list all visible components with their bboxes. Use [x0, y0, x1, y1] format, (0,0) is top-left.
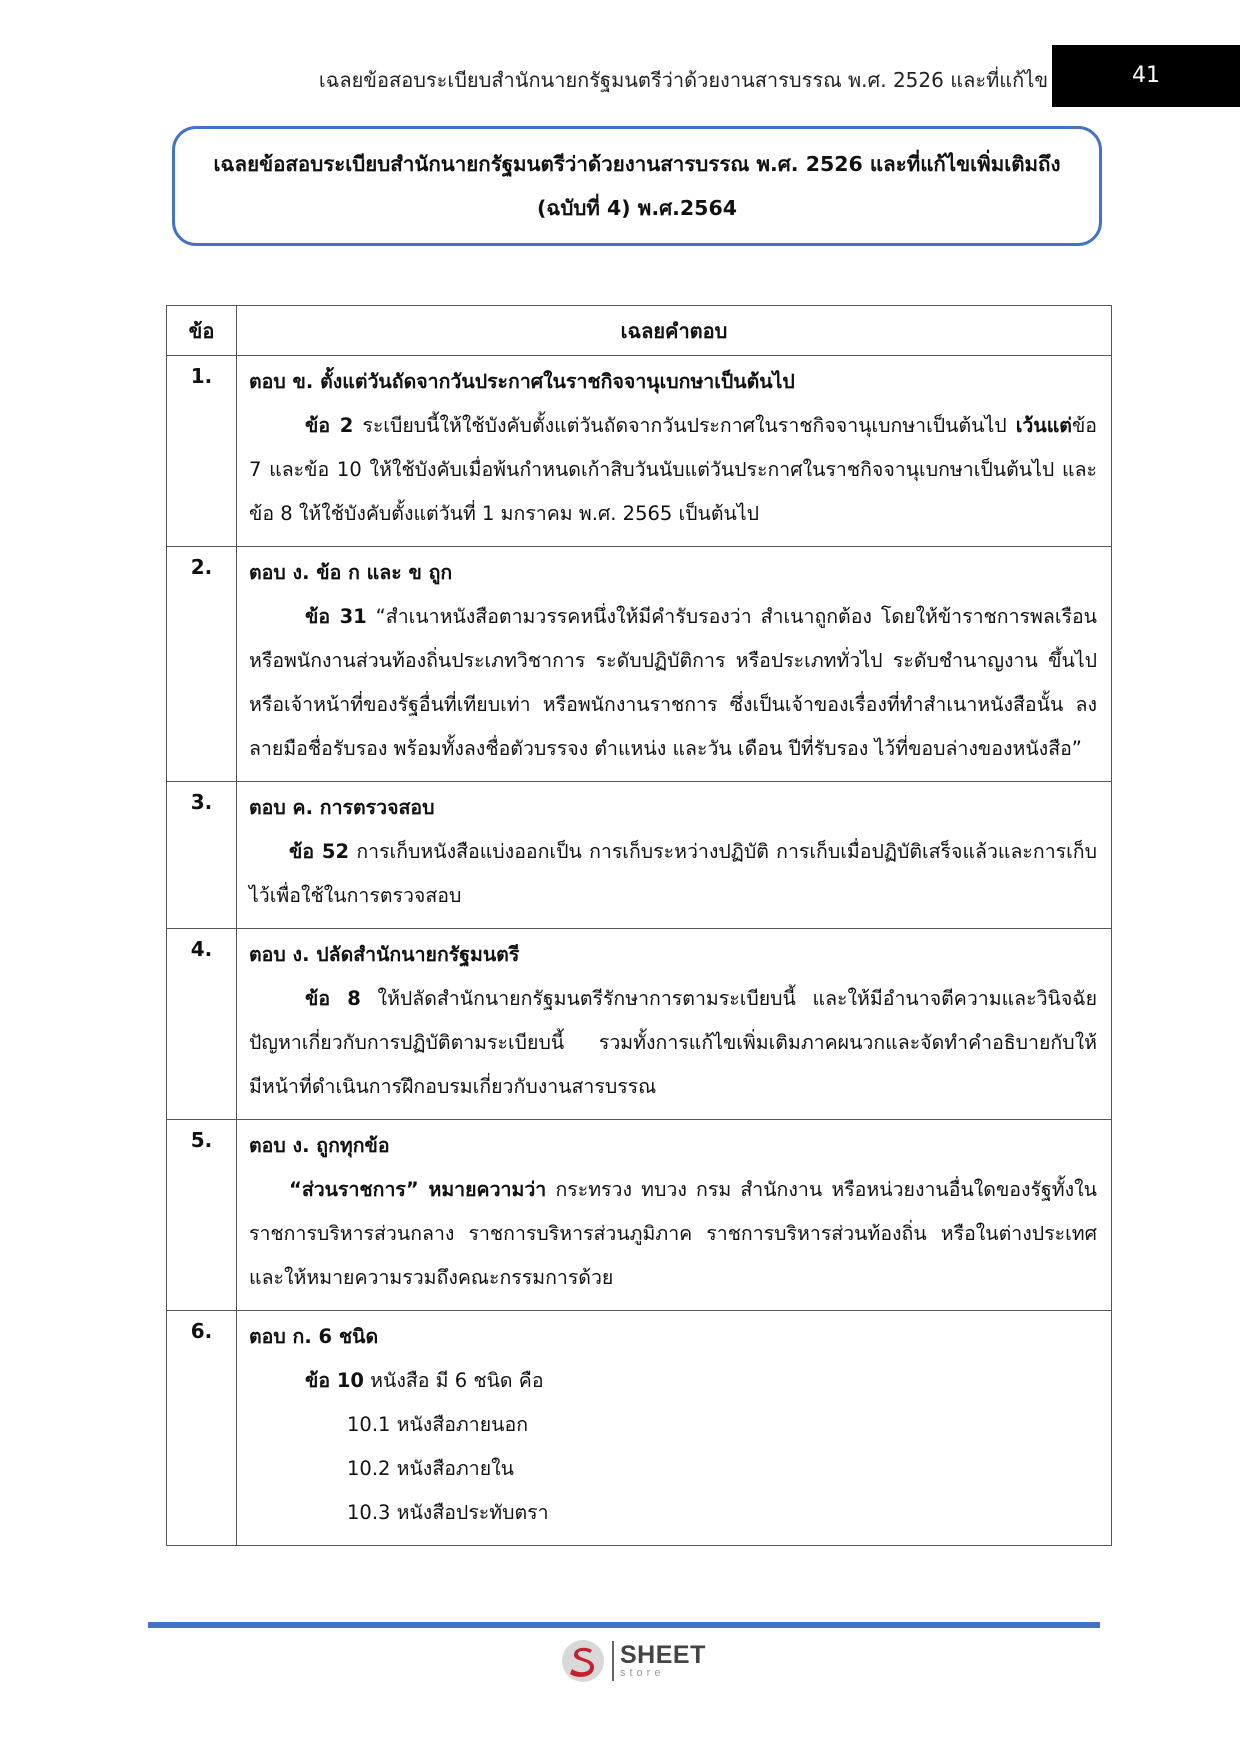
explanation-text: กระทรวง ทบวง กรม สำนักงาน หรือหน่วยงานอื่นใดของรัฐทั้งในราชการบริหารส่วนกลาง ราชการบริหารส่วนภูมิภาค ราชการบริหารส่วนท้องถิ่น หรือในต่างประเทศและให้หมายความรวมถึงคณะกรรมการด้วย [249, 1178, 1097, 1289]
logo-text [620, 1643, 706, 1679]
table-row [167, 547, 1112, 782]
explanation [249, 830, 1097, 918]
header-answer: เฉลยคำตอบ [237, 306, 1112, 356]
sub-item: 10.1 หนังสือภายนอก [347, 1413, 529, 1436]
logo-subtext: store [620, 1667, 665, 1679]
clause-ref: ข้อ 2 [305, 414, 354, 437]
explanation [249, 977, 1097, 1109]
explanation-text: ให้ปลัดสำนักนายกรัฐมนตรีรักษาการตามระเบียบนี้ และให้มีอำนาจตีความและวินิจฉัยปัญหาเกี่ยวกับการปฏิบัติตามระเบียบนี้ รวมทั้งการแก้ไขเพิ่มเติมภาคผนวกและจัดทำคำอธิบายกับให้มีหน้าที่ดำเนินการฝึกอบรมเกี่ยวกับงานสารบรรณ [249, 987, 1097, 1098]
explanation-text: ระเบียบนี้ให้ใช้บังคับตั้งแต่วันถัดจากวันประกาศในราชกิจจานุเบกษาเป็นต้นไป [353, 414, 1016, 437]
row-number: 3. [167, 782, 237, 929]
logo-separator [612, 1641, 614, 1681]
explanation-text: หนังสือ มี 6 ชนิด คือ [363, 1369, 544, 1392]
running-header-title: เฉลยข้อสอบระเบียบสำนักนายกรัฐมนตรีว่าด้วยงานสารบรรณ พ.ศ. 2526 และที่แก้ไข [318, 68, 1048, 92]
sub-item: 10.3 หนังสือประทับตรา [347, 1501, 549, 1524]
answer-cell [237, 1311, 1112, 1546]
footer-rule [148, 1622, 1100, 1628]
answer-line: ตอบ ข. ตั้งแต่วันถัดจากวันประกาศในราชกิจจานุเบกษาเป็นต้นไป [249, 370, 795, 393]
answer-cell [237, 356, 1112, 547]
row-number: 4. [167, 929, 237, 1120]
table-row [167, 782, 1112, 929]
answer-line: ตอบ ค. การตรวจสอบ [249, 796, 435, 819]
answer-cell [237, 782, 1112, 929]
logo-word: SHEET [620, 1641, 706, 1669]
row-number: 6. [167, 1311, 237, 1546]
title-box [172, 126, 1102, 246]
row-number: 1. [167, 356, 237, 547]
clause-ref: ข้อ 10 [305, 1369, 364, 1392]
explanation [249, 404, 1097, 536]
table-row [167, 1311, 1112, 1546]
explanation [249, 1168, 1097, 1300]
clause-ref: ข้อ 31 [305, 605, 367, 628]
table-row [167, 929, 1112, 1120]
answer-line: ตอบ ง. ถูกทุกข้อ [249, 1134, 390, 1157]
table-header-row [167, 306, 1112, 356]
answer-line: ตอบ ก. 6 ชนิด [249, 1325, 379, 1348]
answer-line: ตอบ ง. ข้อ ก และ ข ถูก [249, 561, 453, 584]
row-number: 2. [167, 547, 237, 782]
answer-table [166, 305, 1112, 1546]
title-line-2: (ฉบับที่ 4) พ.ศ.2564 [537, 196, 737, 220]
answer-line: ตอบ ง. ปลัดสำนักนายกรัฐมนตรี [249, 943, 520, 966]
emphasis-text: เว้นแต่ [1015, 414, 1072, 437]
answer-cell [237, 1120, 1112, 1311]
explanation-text: การเก็บหนังสือแบ่งออกเป็น การเก็บระหว่างปฏิบัติ การเก็บเมื่อปฏิบัติเสร็จแล้วและการเก็บไว้เพื่อใช้ในการตรวจสอบ [249, 840, 1097, 907]
title-line-1: เฉลยข้อสอบระเบียบสำนักนายกรัฐมนตรีว่าด้วยงานสารบรรณ พ.ศ. 2526 และที่แก้ไขเพิ่มเติมถึง [213, 152, 1061, 176]
table-row [167, 1120, 1112, 1311]
explanation-text: “สำเนาหนังสือตามวรรคหนึ่งให้มีคำรับรองว่า สำเนาถูกต้อง โดยให้ข้าราชการพลเรือนหรือพนักงานส่วนท้องถิ่นประเภทวิชาการ ระดับปฏิบัติการ หรือประเภททั่วไป ระดับชำนาญงาน ขึ้นไปหรือเจ้าหน้าที่ของรัฐอื่นที่เทียบเท่า หรือพนักงานราชการ ซึ่งเป็นเจ้าของเรื่องที่ทำสำเนาหนังสือนั้น ลงลายมือชื่อรับรอง พร้อมทั้งลงชื่อตัวบรรจง ตำแหน่ง และวัน เดือน ปีที่รับรอง ไว้ที่ขอบล่างของหนังสือ” [249, 605, 1098, 760]
sub-item: 10.2 หนังสือภายใน [347, 1457, 515, 1480]
header-no: ข้อ [167, 306, 237, 356]
table-row [167, 356, 1112, 547]
explanation [249, 1359, 1097, 1403]
clause-ref: ข้อ 8 [305, 987, 361, 1010]
row-number: 5. [167, 1120, 237, 1311]
sheet-store-logo [560, 1636, 720, 1686]
answer-cell [237, 547, 1112, 782]
answer-cell [237, 929, 1112, 1120]
explanation [249, 595, 1097, 771]
sheet-store-logo-icon [560, 1638, 606, 1684]
explanation-text-2: ข้อ 7 และข้อ 10 ให้ใช้บังคับเมื่อพ้นกำหนดเก้าสิบวันนับแต่วันประกาศในราชกิจจานุเบกษาเป็นต้นไป และข้อ 8 ให้ใช้บังคับตั้งแต่วันที่ 1 มกราคม พ.ศ. 2565 เป็นต้นไป [249, 414, 1097, 525]
definition-term: “ส่วนราชการ” หมายความว่า [289, 1178, 547, 1201]
page-number: 41 [1052, 45, 1240, 107]
clause-ref: ข้อ 52 [289, 840, 350, 863]
